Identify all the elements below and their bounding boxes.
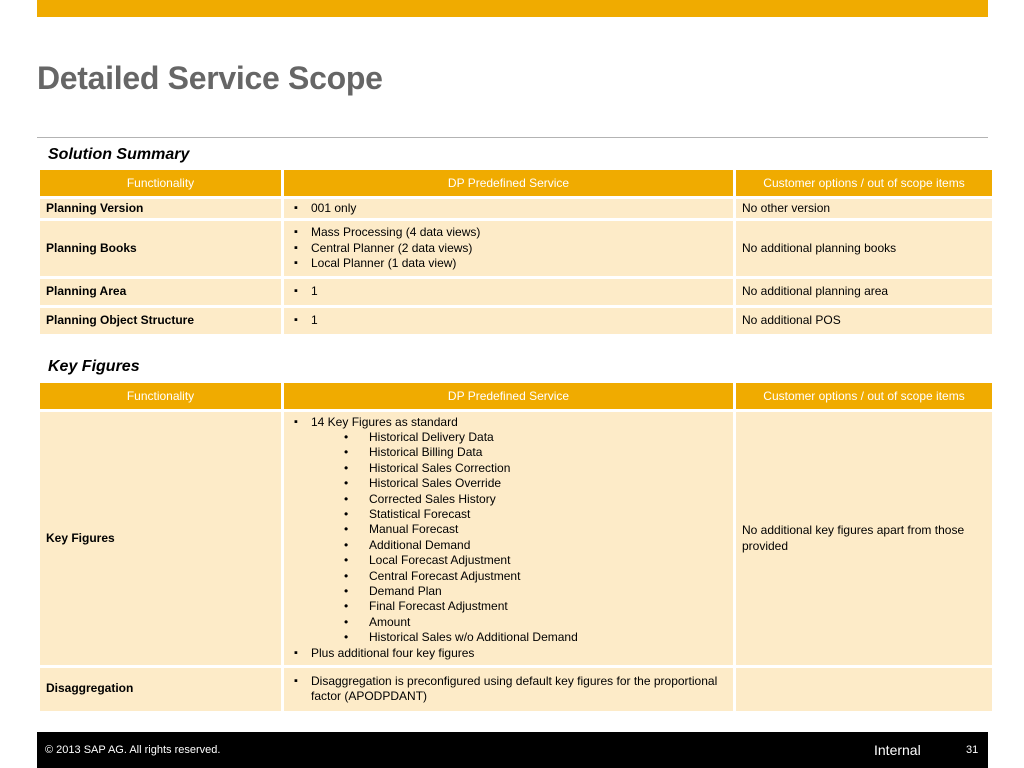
classification-label: Internal xyxy=(874,742,921,758)
customer-options-cell: No additional planning area xyxy=(735,277,994,306)
list-item: • Corrected Sales History xyxy=(290,492,727,507)
customer-options-cell xyxy=(735,666,994,712)
column-header-customer-options: Customer options / out of scope items xyxy=(735,170,994,197)
key-figure-list xyxy=(290,430,727,646)
service-cell xyxy=(283,306,735,335)
list-item: • Statistical Forecast xyxy=(290,507,727,522)
key-figures-heading: Key Figures xyxy=(48,358,140,375)
table-row xyxy=(39,219,994,277)
table-header-row xyxy=(39,383,994,410)
solution-summary-table xyxy=(37,170,995,337)
service-bullet: ▪ 1 xyxy=(290,284,727,299)
footer-bar xyxy=(37,732,988,768)
list-item: • Demand Plan xyxy=(290,584,727,599)
list-item: • Manual Forecast xyxy=(290,522,727,537)
list-item: • Additional Demand xyxy=(290,538,727,553)
functionality-cell: Planning Books xyxy=(39,219,283,277)
service-bullet: ▪ Local Planner (1 data view) xyxy=(290,256,727,271)
service-cell xyxy=(283,219,735,277)
column-header-functionality: Functionality xyxy=(39,383,283,410)
table-header-row xyxy=(39,170,994,197)
title-divider xyxy=(37,137,988,138)
list-item: • Historical Sales w/o Additional Demand xyxy=(290,630,727,645)
copyright-text: © 2013 SAP AG. All rights reserved. xyxy=(45,744,221,756)
service-bullet: ▪ Plus additional four key figures xyxy=(290,646,727,661)
list-item: • Historical Delivery Data xyxy=(290,430,727,445)
top-accent-bar xyxy=(37,0,988,17)
service-cell xyxy=(283,666,735,712)
list-item: • Historical Billing Data xyxy=(290,445,727,460)
service-bullet: ▪ 001 only xyxy=(290,201,727,216)
customer-options-cell: No other version xyxy=(735,197,994,219)
table-row xyxy=(39,306,994,335)
column-header-customer-options: Customer options / out of scope items xyxy=(735,383,994,410)
page-number: 31 xyxy=(966,744,979,756)
table-row xyxy=(39,666,994,712)
service-cell xyxy=(283,197,735,219)
service-bullet: ▪ Central Planner (2 data views) xyxy=(290,241,727,256)
service-bullet xyxy=(290,415,727,430)
functionality-cell: Disaggregation xyxy=(39,666,283,712)
customer-options-cell: No additional key figures apart from those provided xyxy=(735,410,994,666)
list-item: • Local Forecast Adjustment xyxy=(290,553,727,568)
column-header-dp-service: DP Predefined Service xyxy=(283,170,735,197)
functionality-cell: Key Figures xyxy=(39,410,283,666)
key-figures-table xyxy=(37,383,995,714)
table-row xyxy=(39,410,994,666)
list-item: • Amount xyxy=(290,615,727,630)
service-bullet: ▪ Mass Processing (4 data views) xyxy=(290,225,727,240)
customer-options-cell: No additional POS xyxy=(735,306,994,335)
service-cell xyxy=(283,410,735,666)
service-intro: 14 Key Figures as standard xyxy=(311,414,458,429)
column-header-functionality: Functionality xyxy=(39,170,283,197)
solution-summary-heading: Solution Summary xyxy=(48,146,190,163)
table-row xyxy=(39,197,994,219)
functionality-cell: Planning Object Structure xyxy=(39,306,283,335)
list-item: • Final Forecast Adjustment xyxy=(290,599,727,614)
functionality-cell: Planning Area xyxy=(39,277,283,306)
table-row xyxy=(39,277,994,306)
service-cell xyxy=(283,277,735,306)
list-item: • Historical Sales Override xyxy=(290,476,727,491)
functionality-cell: Planning Version xyxy=(39,197,283,219)
service-bullet: ▪ Disaggregation is preconfigured using default key figures for the proportional factor (APODPDANT) xyxy=(290,674,727,705)
page-title: Detailed Service Scope xyxy=(37,60,383,96)
customer-options-cell: No additional planning books xyxy=(735,219,994,277)
service-bullet: ▪ 1 xyxy=(290,313,727,328)
list-item: • Central Forecast Adjustment xyxy=(290,569,727,584)
list-item: • Historical Sales Correction xyxy=(290,461,727,476)
column-header-dp-service: DP Predefined Service xyxy=(283,383,735,410)
